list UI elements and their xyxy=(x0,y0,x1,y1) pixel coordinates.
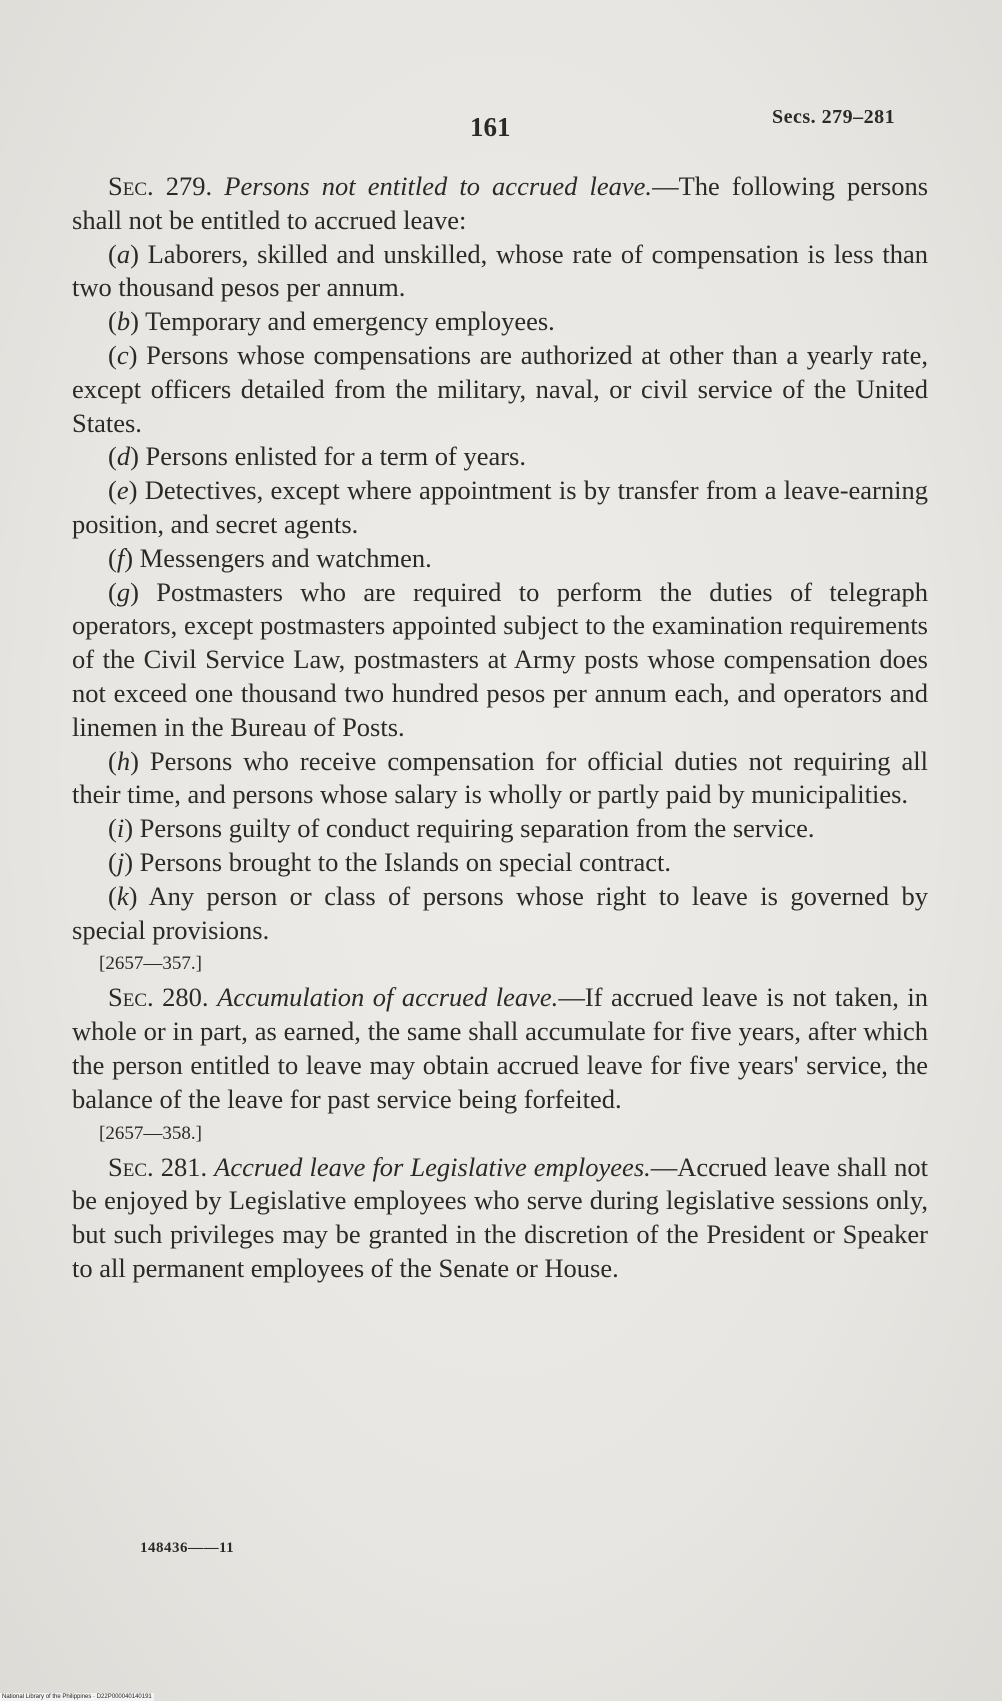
item-text: Persons enlisted for a term of years. xyxy=(145,441,526,472)
item-marker: k xyxy=(116,880,129,911)
item-text: Messengers and watchmen. xyxy=(139,542,432,573)
sec-281-text: —Accrued leave shall not be enjoyed by Legislative employees who serve during legislative sessions only, but such privileges may be granted in the discretion of the President or Speaker to all permanent employees of the Senate or House. xyxy=(72,1151,928,1283)
sec-281-label: Sec. 281. xyxy=(108,1151,208,1182)
item-text: Laborers, skilled and unskilled, whose rate of compensation is less than two thousand pesos per annum. xyxy=(72,238,928,303)
item-marker: b xyxy=(116,306,131,337)
item-text: Detectives, except where appointment is by transfer from a leave-earning position, and secret agents. xyxy=(72,475,928,539)
item-marker: h xyxy=(116,745,131,776)
sec-281-title: Accrued leave for Legislative employees. xyxy=(214,1151,651,1182)
scan-credit-label: National Library of the Philippines · D22P000040140191 xyxy=(2,1694,152,1700)
sec-279-item-e: (e) Detectives, except where appointment is by transfer from a leave-earning position, and secret agents. xyxy=(72,475,928,539)
sec-279-item-g: (g) Postmasters who are required to perform the duties of telegraph operators, except postmasters appointed subject to the examination requirements of the Civil Service Law, postmasters at Army posts whose compensation does not exceed one thousand two hundred pesos per annum each, and operators and linemen in the Bureau of Posts. xyxy=(72,576,928,742)
sec-279-intro: —The following persons shall not be entitled to accrued leave: xyxy=(72,171,929,235)
item-marker: i xyxy=(116,813,125,844)
page-number: 161 xyxy=(470,112,511,142)
item-text: Persons whose compensations are authorized at other than a yearly rate, except officers detailed from the military, naval, or civil service of the United States. xyxy=(72,339,928,438)
sec-279-item-h: (h) Persons who receive compensation for official duties not requiring all their time, and persons whose salary is wholly or partly paid by municipalities. xyxy=(72,745,928,810)
sec-279-item-c: (c) Persons whose compensations are authorized at other than a yearly rate, except officers detailed from the military, naval, or civil service of the United States. xyxy=(72,339,928,438)
item-text: Any person or class of persons whose right to leave is governed by special provisions. xyxy=(72,880,928,945)
sec-279-citation: [2657—357.] xyxy=(99,953,202,975)
item-marker: a xyxy=(116,238,131,269)
sec-279-item-i: (i) Persons guilty of conduct requiring separation from the service. xyxy=(108,813,815,844)
item-text: Postmasters who are required to perform the duties of telegraph operators, except postmasters appointed subject to the examination requirements of the Civil Service Law, postmasters at Army posts whose compensation does not exceed one thousand two hundred pesos per annum each, and operators and linemen in the Bureau of Posts. xyxy=(72,576,928,742)
sec-279-item-b: (b) Temporary and emergency employees. xyxy=(108,306,555,337)
sec-280-title: Accumulation of accrued leave. xyxy=(217,982,559,1013)
item-marker: c xyxy=(116,339,129,370)
item-marker: e xyxy=(116,475,129,506)
item-text: Persons brought to the Islands on special contract. xyxy=(139,846,672,877)
item-text: Persons who receive compensation for official duties not requiring all their time, and persons whose salary is wholly or partly paid by municipalities. xyxy=(72,745,928,810)
sec-279-item-j: (j) Persons brought to the Islands on special contract. xyxy=(108,846,672,877)
sec-279-item-f: (f) Messengers and watchmen. xyxy=(108,542,432,573)
printer-signature-mark: 148436——11 xyxy=(140,1540,235,1556)
item-marker: f xyxy=(116,542,125,573)
running-head-sections: Secs. 279–281 xyxy=(772,106,896,128)
sec-279-title: Persons not entitled to accrued leave. xyxy=(224,171,653,201)
page-body xyxy=(72,170,928,1286)
item-text: Temporary and emergency employees. xyxy=(145,306,555,337)
sec-281-paragraph xyxy=(72,1151,928,1286)
sec-280-label: Sec. 280. xyxy=(108,982,209,1013)
sec-279-item-a: (a) Laborers, skilled and unskilled, whose rate of compensation is less than two thousand pesos per annum. xyxy=(72,238,928,303)
sec-279-item-d: (d) Persons enlisted for a term of years. xyxy=(108,441,526,472)
sec-280-text: —If accrued leave is not taken, in whole or in part, as earned, the same shall accumulate for five years, after which the person entitled to leave may obtain accrued leave for five years' service, the balance of the leave for past service being forfeited. xyxy=(72,982,929,1114)
sec-280-paragraph xyxy=(72,981,928,1116)
sec-280-citation: [2657—358.] xyxy=(99,1122,202,1144)
item-marker: j xyxy=(116,846,125,877)
sec-279-heading xyxy=(72,170,928,238)
item-marker: d xyxy=(116,441,131,472)
item-text: Persons guilty of conduct requiring separation from the service. xyxy=(139,813,815,844)
sec-279-item-k: (k) Any person or class of persons whose right to leave is governed by special provisions. xyxy=(72,880,928,945)
sec-279-label: Sec. 279. xyxy=(108,171,213,201)
item-marker: g xyxy=(116,576,131,607)
